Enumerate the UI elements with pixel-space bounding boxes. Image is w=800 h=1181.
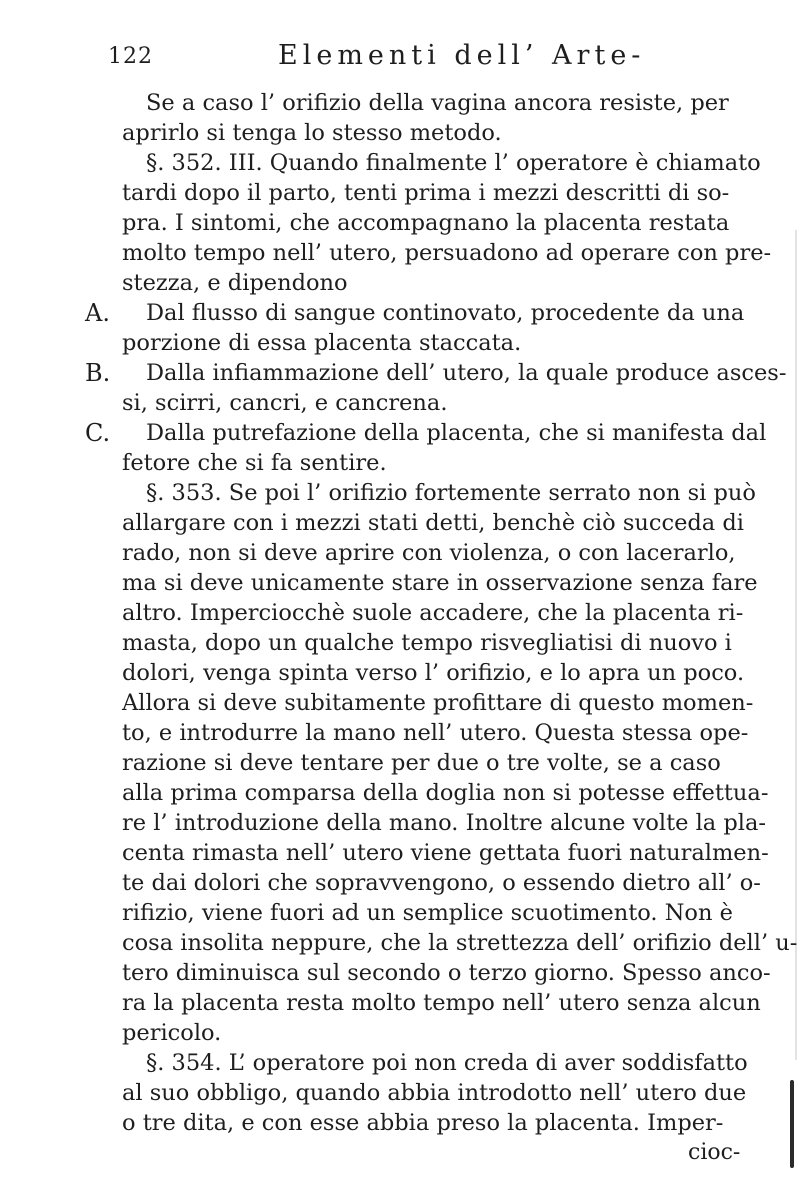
text-line: masta, dopo un qualche tempo risvegliatisi di nuovo i xyxy=(122,630,732,656)
text-line: to, e introdurre la mano nell’ utero. Questa stessa ope- xyxy=(122,720,749,746)
text-line: dolori, venga spinta verso l’ orifizio, e lo apra un poco. xyxy=(122,660,745,686)
text-line: te dai dolori che sopravvengono, o essendo dietro all’ o- xyxy=(122,870,761,896)
text-line: o tre dita, e con esse abbia preso la placenta. Imper- xyxy=(122,1110,724,1136)
text-line: tero diminuisca sul secondo o terzo giorno. Spesso anco- xyxy=(122,960,771,986)
page-edge-mark xyxy=(790,1080,794,1168)
text-line: ra la placenta resta molto tempo nell’ utero senza alcun xyxy=(122,990,761,1016)
text-line: rifizio, viene fuori ad un semplice scuotimento. Non è xyxy=(122,900,733,926)
text-line: altro. Imperciocchè suole accadere, che la placenta ri- xyxy=(122,600,744,626)
paragraph-352-start: §. 352. III. Quando finalmente l’ operatore è chiamato xyxy=(146,150,761,176)
page-number: 122 xyxy=(108,44,153,69)
catchword: cioc- xyxy=(688,1140,741,1165)
text-line: porzione di essa placenta staccata. xyxy=(122,330,522,356)
running-title: Elementi dell’ Arte- xyxy=(278,40,646,71)
text-line: tardi dopo il parto, tenti prima i mezzi descritti di so- xyxy=(122,180,730,206)
text-line: Dalla infiammazione dell’ utero, la quale produce asces- xyxy=(146,360,787,386)
text-line: rado, non si deve aprire con violenza, o con lacerarlo, xyxy=(122,540,736,566)
text-line: Se a caso l’ orifizio della vagina ancora resiste, per xyxy=(146,90,729,116)
text-line: ma si deve unicamente stare in osservazione senza fare xyxy=(122,570,758,596)
text-line: fetore che si fa sentire. xyxy=(122,450,387,476)
text-line: alla prima comparsa della doglia non si potesse effettua- xyxy=(122,780,769,806)
text-line: Dalla putrefazione della placenta, che si manifesta dal xyxy=(146,420,767,446)
text-line: aprirlo si tenga lo stesso metodo. xyxy=(122,120,502,146)
paragraph-353-start: §. 353. Se poi l’ orifizio fortemente serrato non si può xyxy=(146,480,756,506)
text-line: Dal flusso di sangue continovato, procedente da una xyxy=(146,300,745,326)
text-line: molto tempo nell’ utero, persuadono ad operare con pre- xyxy=(122,240,772,266)
text-line: centa rimasta nell’ utero viene gettata fuori naturalmen- xyxy=(122,840,769,866)
text-line: al suo obbligo, quando abbia introdotto nell’ utero due xyxy=(122,1080,747,1106)
text-line: razione si deve tentare per due o tre volte, se a caso xyxy=(122,750,721,776)
margin-label-b: B. xyxy=(85,359,111,387)
page-header xyxy=(108,40,748,72)
margin-label-c: C. xyxy=(85,419,111,447)
margin-label-a: A. xyxy=(85,299,110,327)
text-line: re l’ introduzione della mano. Inoltre alcune volte la pla- xyxy=(122,810,766,836)
text-line: allargare con i mezzi stati detti, benchè ciò succeda di xyxy=(122,510,744,536)
text-line: pra. I sintomi, che accompagnano la placenta restata xyxy=(122,210,730,236)
text-line: Allora si deve subitamente profittare di questo momen- xyxy=(122,690,754,716)
text-line: stezza, e dipendono xyxy=(122,270,348,296)
paragraph-354-start: §. 354. L’ operatore poi non creda di aver soddisfatto xyxy=(146,1050,748,1076)
text-line: si, scirri, cancri, e cancrena. xyxy=(122,390,448,416)
text-line: cosa insolita neppure, che la strettezza dell’ orifizio dell’ u- xyxy=(122,930,798,956)
text-line: pericolo. xyxy=(122,1020,222,1046)
